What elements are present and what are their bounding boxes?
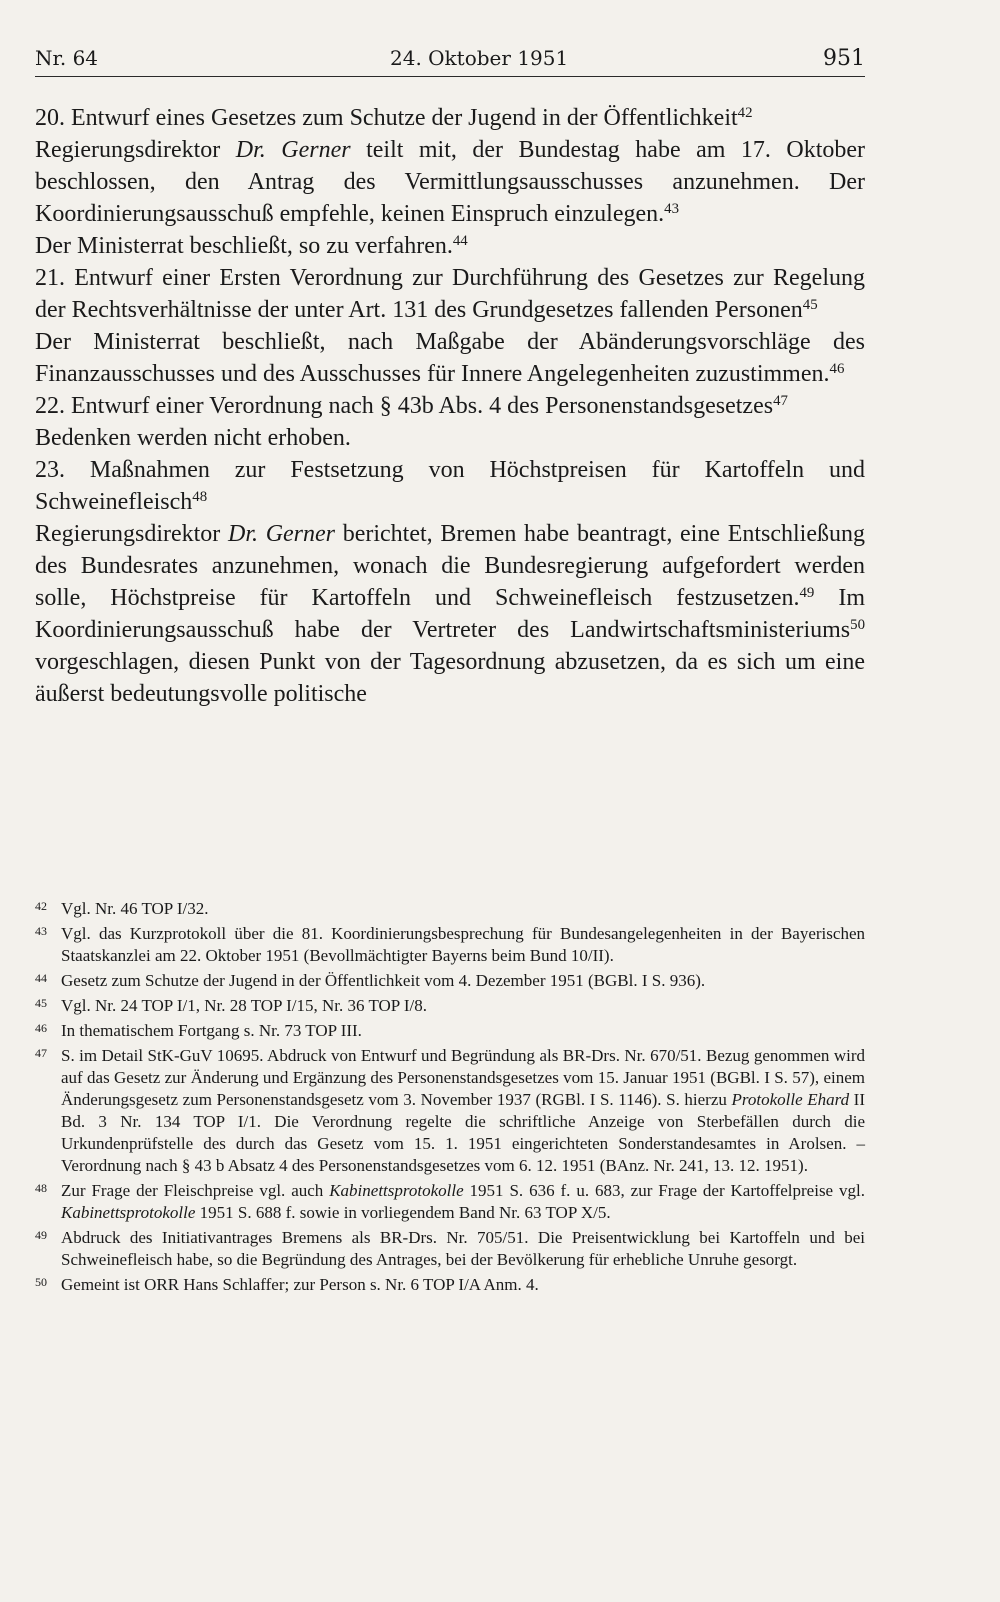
- main-text: [35, 102, 865, 710]
- footnote-number: 47: [35, 1046, 47, 1060]
- footnote-number: 48: [35, 1181, 47, 1195]
- item-20-title: 20. Entwurf eines Gesetzes zum Schutze der Jugend in der Öffentlichkeit$^{42}$: [35, 104, 753, 131]
- footnote-ref-43[interactable]: 43: [664, 200, 680, 217]
- footnote-number: 50: [35, 1275, 47, 1289]
- footnote-ref-44[interactable]: 44: [452, 232, 468, 249]
- footnotes: [35, 898, 865, 1299]
- item-21-title: 21. Entwurf einer Ersten Verordnung zur Durchführung des Gesetzes zur Regelung der Rechtsverhältnisse der unter Art. 131 des Grundgesetzes fallenden Personen$^{45}$: [35, 265, 865, 323]
- footnote-ref-50[interactable]: 50: [850, 616, 865, 633]
- footnote-text: Vgl. Nr. 46 TOP I/32.: [61, 899, 209, 918]
- item-21-paragraph: Der Ministerrat beschließt, nach Maßgabe der Abänderungsvorschläge des Finanzausschusses und des Ausschusses für Innere Angelegenheiten zuzustimmen.$^{46}$: [35, 329, 865, 387]
- footnote-number: 42: [35, 899, 47, 913]
- person-name: Dr. Gerner: [227, 521, 336, 547]
- footnote-ref-45[interactable]: 45: [802, 296, 818, 313]
- footnote-text: Abdruck des Initiativantrages Bremens als BR-Drs. Nr. 705/51. Die Preisentwicklung bei Kartoffeln und bei Schweinefleisch habe, so die Begründung des Antrages, bei der Bevölkerung für erhebliche Unruhe gesorgt.: [61, 1228, 865, 1269]
- footnote-ref-47[interactable]: 47: [773, 392, 788, 409]
- item-23-title: 23. Maßnahmen zur Festsetzung von Höchstpreisen für Kartoffeln und Schweinefleisch$^{48}$: [35, 457, 865, 515]
- footnote-number: 43: [35, 924, 47, 938]
- item-20-paragraph-1: Regierungsdirektor Dr. Gerner teilt mit, der Bundestag habe am 17. Oktober beschlossen, den Antrag des Vermittlungsausschusses anzunehmen. Der Koordinierungsausschuß empfehle, keinen Einspruch einzulegen.$^{43}$: [35, 137, 866, 227]
- person-name: Dr. Gerner: [235, 137, 351, 163]
- footnote-ref-42[interactable]: 42: [737, 104, 753, 121]
- page-number: 951: [823, 46, 865, 71]
- footnote-47: [35, 1045, 865, 1177]
- footnote-45: [35, 995, 865, 1017]
- footnote-text: Vgl. das Kurzprotokoll über die 81. Koordinierungsbesprechung für Bundesangelegenheiten in der Bayerischen Staatskanzlei am 22. Oktober 1951 (Bevollmächtigter Bayerns beim Bund 10/II).: [61, 924, 865, 965]
- item-22-paragraph: Bedenken werden nicht erhoben.: [35, 425, 351, 451]
- footnote-48: [35, 1180, 865, 1224]
- footnote-50: [35, 1274, 865, 1296]
- footnote-text: Vgl. Nr. 24 TOP I/1, Nr. 28 TOP I/15, Nr. 36 TOP I/8.: [61, 996, 428, 1015]
- item-23-paragraph: Regierungsdirektor Dr. Gerner berichtet, Bremen habe beantragt, eine Entschließung des Bundesrates anzunehmen, wonach die Bundesregierung aufgefordert werden solle, Höchstpreise für Kartoffeln und Schweinefleisch festzusetzen.$^{49}$ Im Koordinierungsausschuß habe der Vertreter des Landwirtschaftsministeriums$^{50}$ vorgeschlagen, diesen Punkt von der Tagesordnung abzusetzen, da es sich um eine äußerst bedeutungsvolle politische: [35, 521, 865, 707]
- footnote-text: In thematischem Fortgang s. Nr. 73 TOP III.: [61, 1021, 362, 1040]
- footnote-49: [35, 1227, 865, 1271]
- footnote-text: Gemeint ist ORR Hans Schlaffer; zur Person s. Nr. 6 TOP I/A Anm. 4.: [61, 1275, 539, 1294]
- footnote-46: [35, 1020, 865, 1042]
- item-22-title: 22. Entwurf einer Verordnung nach § 43b Abs. 4 des Personenstandsgesetzes$^{47}$: [35, 392, 788, 419]
- footnote-ref-49[interactable]: 49: [799, 584, 815, 601]
- footnote-42: [35, 898, 865, 920]
- footnote-number: 44: [35, 971, 47, 985]
- footnote-text: Zur Frage der Fleischpreise vgl. auch Kabinettsprotokolle 1951 S. 636 f. u. 683, zur Frage der Kartoffelpreise vgl. Kabinettsprotokolle 1951 S. 688 f. sowie in vorliegendem Band Nr. 63 TOP X/5.: [61, 1181, 865, 1222]
- footnote-44: [35, 970, 865, 992]
- item-20-paragraph-2: Der Ministerrat beschließt, so zu verfahren.$^{44}$: [35, 232, 468, 259]
- footnote-43: [35, 923, 865, 967]
- footnote-number: 46: [35, 1021, 47, 1035]
- header-date: 24. Oktober 1951: [390, 46, 569, 70]
- footnote-number: 49: [35, 1228, 47, 1242]
- issue-number: Nr. 64: [35, 46, 99, 70]
- footnote-number: 45: [35, 996, 47, 1010]
- footnote-ref-48[interactable]: 48: [192, 488, 208, 505]
- page-header: [35, 42, 865, 77]
- footnote-text: S. im Detail StK-GuV 10695. Abdruck von Entwurf und Begründung als BR-Drs. Nr. 670/51. Bezug genommen wird auf das Gesetz zur Änderung und Ergänzung des Personenstandsgesetzes vom 15. Januar 1951 (BGBl. I S. 57), einem Änderungsgesetz zum Personenstandsgesetz vom 3. November 1937 (RGBl. I S. 1146). S. hierzu Protokolle Ehard II Bd. 3 Nr. 134 TOP I/1. Die Verordnung regelte die schriftliche Anzeige von Sterbefällen durch die Urkundenprüfstelle des durch das Gesetz vom 15. 1. 1951 eingerichteten Sonderstandesamtes in Arolsen. – Verordnung nach § 43 b Absatz 4 des Personenstandsgesetzes vom 6. 12. 1951 (BAnz. Nr. 241, 13. 12. 1951).: [61, 1046, 866, 1175]
- footnote-ref-46[interactable]: 46: [829, 360, 845, 377]
- footnote-text: Gesetz zum Schutze der Jugend in der Öffentlichkeit vom 4. Dezember 1951 (BGBl. I S. 936).: [61, 971, 706, 990]
